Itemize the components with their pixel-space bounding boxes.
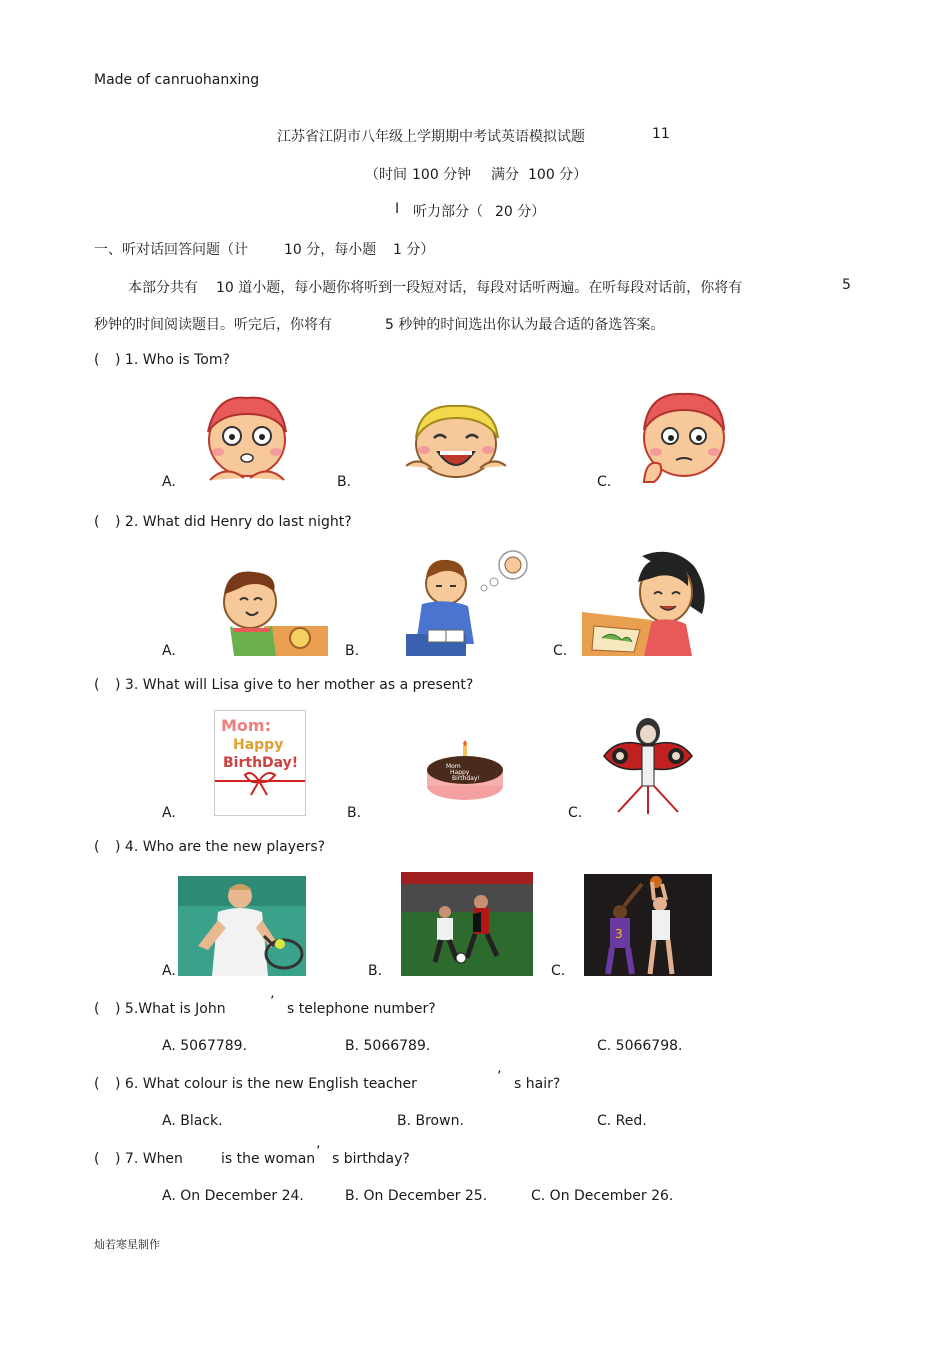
q3-option-c[interactable]: C. bbox=[568, 805, 583, 821]
q3-image-b-birthday-cake bbox=[424, 740, 506, 808]
instruction-a: 本部分共有 bbox=[128, 280, 198, 296]
q7-option-b[interactable]: B. On December 25. bbox=[345, 1188, 488, 1204]
q5-question-b: s telephone number? bbox=[287, 1001, 436, 1017]
q6-apostrophe: ’ bbox=[497, 1069, 502, 1085]
q1-image-a-boy-face bbox=[196, 392, 298, 484]
q6-open-paren: ( bbox=[94, 1076, 100, 1092]
q2-image-a-boy-eating bbox=[214, 564, 328, 656]
q7-open-paren: ( bbox=[94, 1151, 100, 1167]
subtitle-score-label: 满分 bbox=[491, 167, 519, 183]
q7-question-mid: is the woman bbox=[221, 1151, 316, 1167]
q6-question-a: ) 6. What colour is the new English teacher bbox=[115, 1076, 417, 1092]
subtitle-time-value: 100 分钟 bbox=[412, 167, 472, 183]
q3-option-b[interactable]: B. bbox=[347, 805, 362, 821]
q6-option-c[interactable]: C. Red. bbox=[597, 1113, 647, 1129]
q4-image-b-soccer-players bbox=[401, 872, 533, 976]
q3-open-paren: ( bbox=[94, 677, 100, 693]
q4-option-a[interactable]: A. bbox=[162, 963, 176, 979]
svg-text:3: 3 bbox=[615, 927, 623, 941]
subtitle-score-value: 100 分） bbox=[528, 167, 588, 183]
q4-image-c-basketball-players bbox=[584, 874, 712, 976]
q2-option-a[interactable]: A. bbox=[162, 643, 176, 659]
section-heading-b: 10 分，每小题 bbox=[284, 242, 377, 258]
q4-image-a-tennis-player bbox=[178, 876, 306, 976]
part-roman: Ⅰ bbox=[395, 201, 400, 217]
q4-question: ) 4. Who are the new players? bbox=[115, 839, 326, 855]
part-label: 听力部分（ bbox=[413, 204, 483, 220]
header-author: Made of canruohanxing bbox=[94, 72, 260, 88]
part-points: 20 分） bbox=[495, 204, 546, 220]
q7-option-a[interactable]: A. On December 24. bbox=[162, 1188, 304, 1204]
card-text-mom: Mom: bbox=[221, 716, 271, 735]
section-heading-a: 一、听对话回答问题（计 bbox=[94, 242, 248, 258]
cake-text-happy: Happy bbox=[450, 769, 470, 776]
q7-option-c[interactable]: C. On December 26. bbox=[531, 1188, 674, 1204]
q1-image-c-thinking-boy bbox=[624, 388, 736, 484]
q5-open-paren: ( bbox=[94, 1001, 100, 1017]
instruction-c: 5 bbox=[842, 277, 851, 293]
q3-image-c-kite bbox=[598, 716, 698, 816]
q2-question: ) 2. What did Henry do last night? bbox=[115, 514, 352, 530]
q2-option-c[interactable]: C. bbox=[553, 643, 568, 659]
q3-image-a-birthday-card bbox=[214, 710, 306, 816]
q1-option-b[interactable]: B. bbox=[337, 474, 352, 490]
q1-image-b-laughing-boy bbox=[402, 400, 510, 480]
instruction-e: 5 秒钟的时间选出你认为最合适的备选答案。 bbox=[385, 317, 665, 333]
q7-apostrophe: ’ bbox=[316, 1144, 321, 1160]
q1-option-a[interactable]: A. bbox=[162, 474, 176, 490]
instruction-d: 秒钟的时间阅读题目。听完后，你将有 bbox=[94, 317, 332, 333]
q5-option-a[interactable]: A. 5067789. bbox=[162, 1038, 248, 1054]
q4-open-paren: ( bbox=[94, 839, 100, 855]
footer-text: 灿若寒星制作 bbox=[94, 1238, 160, 1251]
q2-open-paren: ( bbox=[94, 514, 100, 530]
q1-option-c[interactable]: C. bbox=[597, 474, 612, 490]
q5-option-c[interactable]: C. 5066798. bbox=[597, 1038, 683, 1054]
q3-option-a[interactable]: A. bbox=[162, 805, 176, 821]
q2-image-c-girl-cooking bbox=[582, 546, 712, 656]
q4-option-c[interactable]: C. bbox=[551, 963, 566, 979]
q1-open-paren: ( bbox=[94, 352, 100, 368]
subtitle-time-label: （时间 bbox=[365, 167, 407, 183]
cake-text-mom: Mom bbox=[446, 763, 461, 770]
page-title: 江苏省江阴市八年级上学期期中考试英语模拟试题 bbox=[277, 129, 585, 145]
q6-option-a[interactable]: A. Black. bbox=[162, 1113, 223, 1129]
title-number: 11 bbox=[652, 126, 670, 142]
section-heading-c: 1 分） bbox=[393, 242, 435, 258]
q6-option-b[interactable]: B. Brown. bbox=[397, 1113, 464, 1129]
q7-question-b: s birthday? bbox=[332, 1151, 410, 1167]
instruction-b: 10 道小题，每小题你将听到一段短对话，每段对话听两遍。在听每段对话前，你将有 bbox=[216, 280, 743, 296]
q7-question-a: ) 7. When bbox=[115, 1151, 183, 1167]
q5-question-a: ) 5.What is John bbox=[115, 1001, 226, 1017]
q4-option-b[interactable]: B. bbox=[368, 963, 383, 979]
q5-option-b[interactable]: B. 5066789. bbox=[345, 1038, 431, 1054]
q2-image-b-boy-thinking-at-desk bbox=[400, 548, 530, 656]
q3-question: ) 3. What will Lisa give to her mother as a present? bbox=[115, 677, 474, 693]
card-text-happy: Happy bbox=[233, 737, 284, 753]
q6-question-b: s hair? bbox=[514, 1076, 561, 1092]
q1-question: ) 1. Who is Tom? bbox=[115, 352, 230, 368]
q5-apostrophe: ’ bbox=[270, 994, 275, 1010]
card-text-birthday: BirthDay! bbox=[223, 755, 299, 771]
cake-text-birthday: Birthday! bbox=[452, 775, 480, 782]
q2-option-b[interactable]: B. bbox=[345, 643, 360, 659]
